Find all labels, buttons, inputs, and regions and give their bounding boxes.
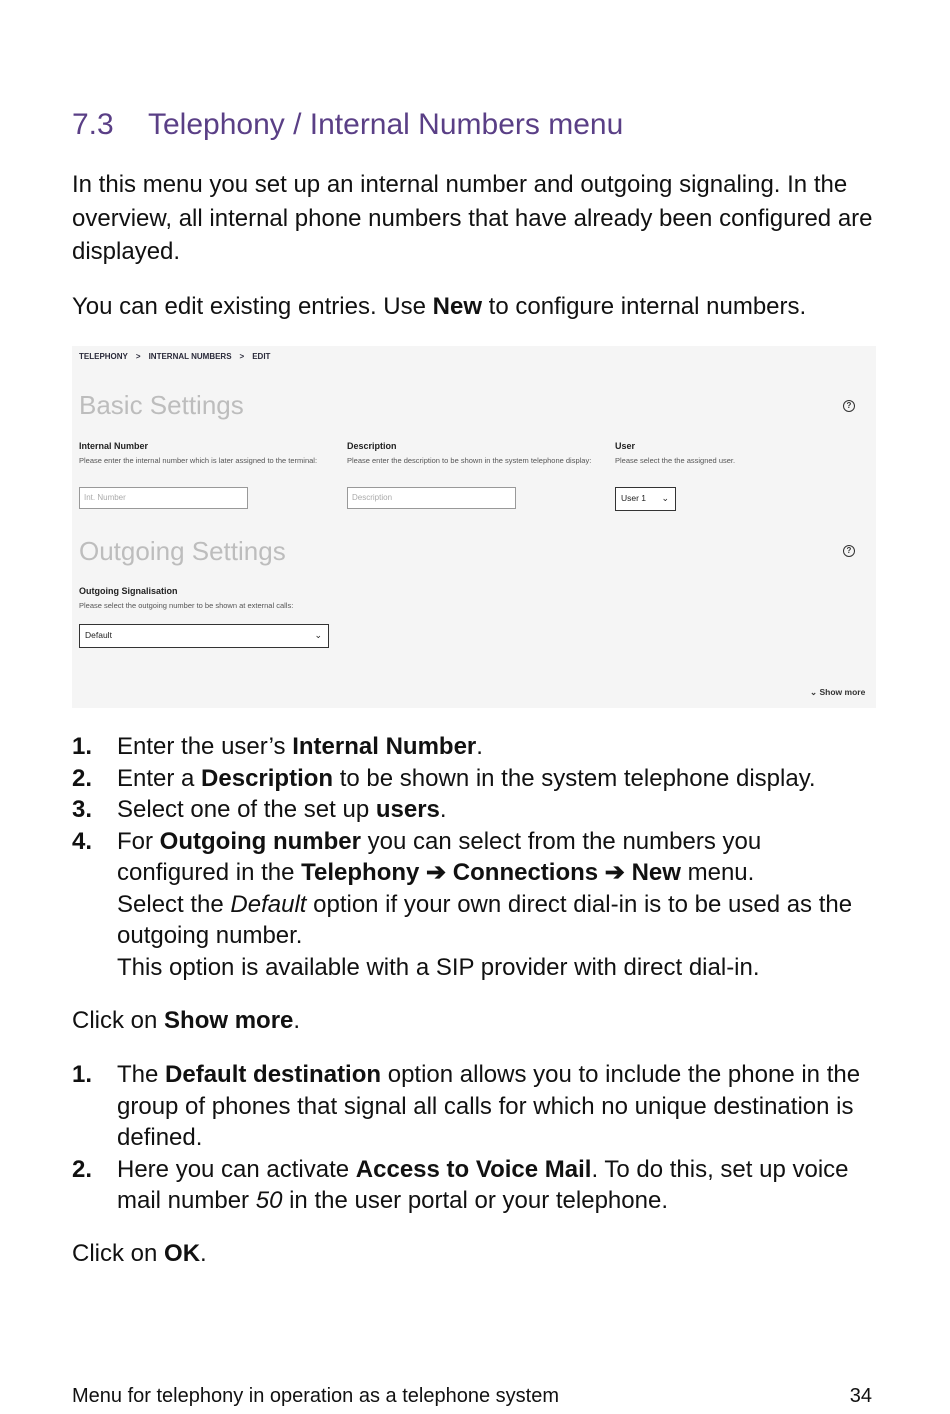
breadcrumb-internal-numbers[interactable]: INTERNAL NUMBERS <box>148 352 232 361</box>
italic-term: 50 <box>255 1187 283 1214</box>
show-more-paragraph <box>72 1004 878 1038</box>
page-footer: Menu for telephony in operation as a telephone system <box>72 1385 559 1407</box>
list-item-text: . <box>439 796 447 823</box>
ok-text-before: Click on <box>72 1240 165 1267</box>
description-label: Description <box>347 441 397 451</box>
outgoing-select-value: Default <box>85 630 112 640</box>
show-more-bold: Show more <box>164 1007 294 1034</box>
settings-screenshot <box>72 346 876 708</box>
list-item-number: 1. <box>72 733 93 760</box>
italic-term: Default <box>230 890 307 918</box>
section-title: Telephony / Internal Numbers menu <box>148 108 624 141</box>
edit-new-bold: New <box>432 293 483 320</box>
show-more-text-after: . <box>293 1007 301 1034</box>
internal-number-input[interactable]: Int. Number <box>79 487 248 509</box>
breadcrumb <box>79 352 270 361</box>
list-item <box>72 826 878 984</box>
breadcrumb-separator: > <box>239 352 245 361</box>
steps-list-1 <box>72 731 878 983</box>
user-label: User <box>615 441 636 451</box>
section-number: 7.3 <box>72 108 114 141</box>
chevron-down-icon: ⌄ <box>314 630 322 640</box>
description-input[interactable]: Description <box>347 487 516 509</box>
section-heading <box>72 108 623 142</box>
internal-number-label: Internal Number <box>79 441 149 451</box>
list-item-text: option if your own direct dial-in is to be used as the outgoing number. <box>117 890 853 949</box>
outgoing-signalisation-label: Outgoing Signalisation <box>79 586 178 596</box>
page-number: 34 <box>849 1385 872 1407</box>
steps-list-2 <box>72 1059 878 1217</box>
list-item-text: menu. <box>680 859 755 886</box>
chevron-down-icon: ⌄ <box>810 687 818 697</box>
list-item-text: Here you can activate <box>117 1155 356 1183</box>
breadcrumb-edit: EDIT <box>252 352 271 361</box>
list-item-text: to be shown in the system telephone display. <box>333 764 816 792</box>
list-item-text: The <box>117 1061 166 1088</box>
show-more-label: Show more <box>819 687 866 697</box>
ok-text-after: . <box>200 1240 207 1267</box>
bold-term: Internal Number <box>292 733 477 760</box>
user-hint: Please select the the assigned user. <box>615 456 736 465</box>
bold-term: Telephony ➔ Connections ➔ New <box>301 859 681 886</box>
bold-term: users <box>375 796 440 823</box>
breadcrumb-separator: > <box>135 352 141 361</box>
list-item-text: . <box>476 733 483 760</box>
basic-settings-title: Basic Settings <box>79 390 244 420</box>
internal-number-hint: Please enter the internal number which is later assigned to the terminal: <box>79 456 318 465</box>
list-item <box>72 731 878 763</box>
help-icon[interactable]: ? <box>843 545 855 557</box>
bold-term: Description <box>201 764 334 792</box>
bold-term: Default destination <box>165 1061 382 1088</box>
list-item-text: This option is available with a SIP provider with direct dial-in. <box>117 953 760 981</box>
list-item-number: 2. <box>72 1155 93 1183</box>
edit-text-after: to configure internal numbers. <box>482 293 807 320</box>
outgoing-settings-title: Outgoing Settings <box>79 536 286 566</box>
list-item-number: 4. <box>72 827 93 855</box>
list-item-text: you can select from the numbers you configured in the <box>117 827 762 886</box>
list-item-number: 1. <box>72 1061 93 1088</box>
show-more-text-before: Click on <box>72 1007 165 1034</box>
show-more-link[interactable] <box>810 687 865 698</box>
list-item <box>72 1059 878 1154</box>
list-item <box>72 763 878 795</box>
ok-bold: OK <box>164 1240 201 1267</box>
edit-text-before: You can edit existing entries. Use <box>72 293 433 320</box>
description-hint: Please enter the description to be shown in the system telephone display: <box>347 456 592 465</box>
user-select-value: User 1 <box>621 493 647 503</box>
list-item-text: For <box>117 827 160 855</box>
list-item-text: in the user portal or your telephone. <box>282 1187 668 1214</box>
list-item-text: Select one of the set up <box>117 796 376 823</box>
list-item-number: 3. <box>72 796 93 823</box>
list-item <box>72 1154 878 1217</box>
ok-paragraph <box>72 1237 878 1271</box>
edit-paragraph <box>72 290 878 324</box>
breadcrumb-telephony[interactable]: TELEPHONY <box>79 352 128 361</box>
bold-term: Outgoing number <box>159 827 361 855</box>
list-item-text: Enter a <box>117 764 202 792</box>
outgoing-signalisation-select[interactable] <box>79 624 329 648</box>
chevron-down-icon: ⌄ <box>661 493 669 503</box>
list-item-text: Enter the user’s <box>117 733 293 760</box>
list-item-number: 2. <box>72 764 93 792</box>
list-item <box>72 794 878 826</box>
bold-term: Access to Voice Mail <box>355 1155 592 1183</box>
list-item-text: Select the <box>117 890 231 918</box>
user-select[interactable] <box>615 487 676 511</box>
list-item-text: . To do this, set up voice mail number <box>117 1155 849 1214</box>
help-icon[interactable]: ? <box>843 400 855 412</box>
outgoing-signalisation-hint: Please select the outgoing number to be shown at external calls: <box>79 601 294 610</box>
list-item-text: option allows you to include the phone in the group of phones that signal all calls for which no unique destination is defined. <box>117 1061 861 1151</box>
intro-paragraph: In this menu you set up an internal number and outgoing signaling. In the overview, all internal phone numbers that have already been configured are displayed. <box>72 171 873 265</box>
